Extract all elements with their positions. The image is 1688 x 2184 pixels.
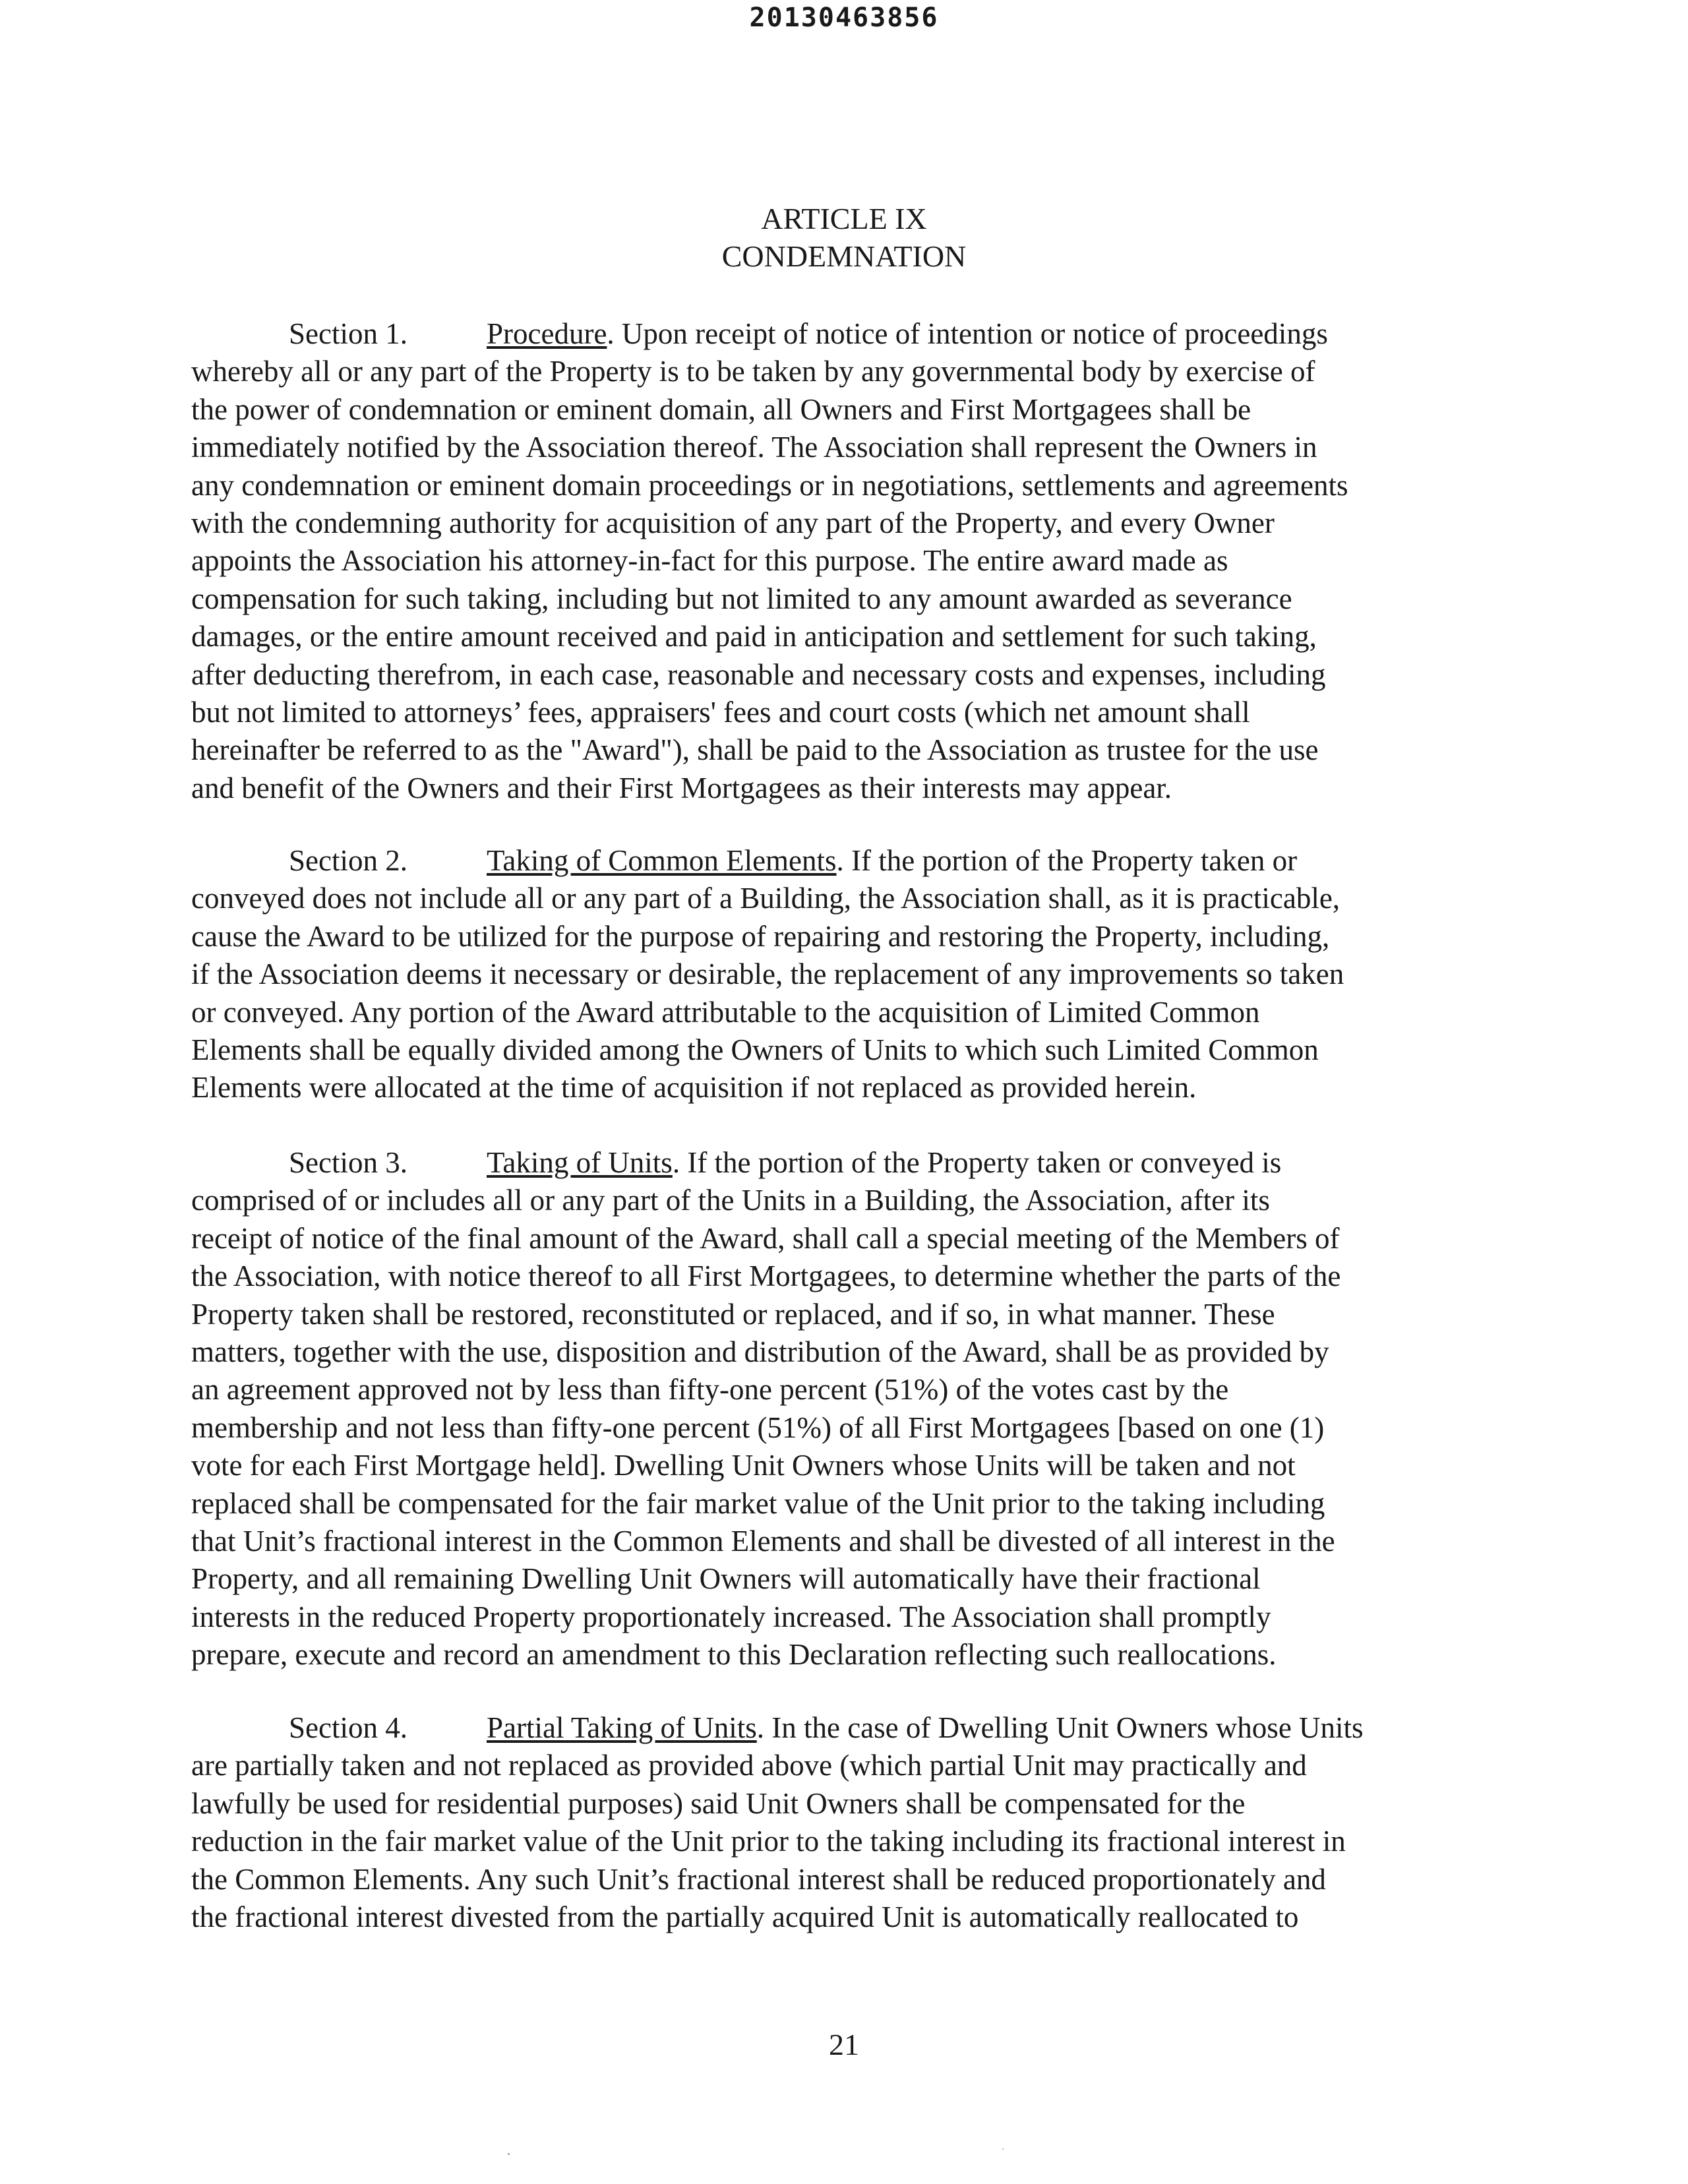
section-3-label: Section 3.: [289, 1146, 407, 1179]
section-1-line: immediately notified by the Association thereof. The Association shall represent the Owners in: [191, 431, 1317, 464]
section-3-line: interests in the reduced Property proportionately increased. The Association shall promptly: [191, 1600, 1271, 1633]
section-1: [191, 315, 1497, 807]
section-4-line: reduction in the fair market value of the Unit prior to the taking including its fractional interest in: [191, 1825, 1346, 1858]
section-3-line: comprised of or includes all or any part of the Units in a Building, the Association, after its: [191, 1184, 1270, 1217]
scan-speck: [1002, 2148, 1004, 2150]
section-4-line: lawfully be used for residential purposes) said Unit Owners shall be compensated for the: [191, 1786, 1246, 1820]
section-1-line: after deducting therefrom, in each case, reasonable and necessary costs and expenses, including: [191, 657, 1326, 691]
section-3-line: Property taken shall be restored, reconstituted or replaced, and if so, in what manner. These: [191, 1297, 1275, 1331]
section-1-line: the power of condemnation or eminent domain, all Owners and First Mortgagees shall be: [191, 392, 1251, 426]
section-1-line: and benefit of the Owners and their First Mortgagees as their interests may appear.: [191, 771, 1172, 804]
section-3-line: the Association, with notice thereof to all First Mortgagees, to determine whether the parts of the: [191, 1259, 1341, 1293]
section-2-line: if the Association deems it necessary or desirable, the replacement of any improvements so taken: [191, 957, 1344, 991]
section-3-line: receipt of notice of the final amount of the Award, shall call a special meeting of the Members of: [191, 1221, 1340, 1255]
section-2-line: conveyed does not include all or any part of a Building, the Association shall, as it is practicable,: [191, 882, 1341, 915]
section-3: [191, 1144, 1497, 1674]
section-2-label: Section 2.: [289, 844, 407, 877]
article-title: ARTICLE IX: [761, 202, 927, 235]
section-3-line: that Unit’s fractional interest in the Common Elements and shall be divested of all interest in the: [191, 1525, 1335, 1558]
section-1-line: hereinafter be referred to as the "Award"), shall be paid to the Association as trustee for the use: [191, 733, 1319, 767]
section-3-line: membership and not less than fifty-one percent (51%) of all First Mortgagees [based on one (1): [191, 1410, 1325, 1444]
section-2-line: Elements were allocated at the time of acquisition if not replaced as provided herein.: [191, 1071, 1197, 1105]
section-2: [191, 842, 1497, 1107]
section-1-label: Section 1.: [289, 317, 407, 350]
section-2-first-line-text: . If the portion of the Property taken or: [836, 844, 1298, 877]
section-1-line: whereby all or any part of the Property is to be taken by any governmental body by exercise of: [191, 355, 1315, 388]
section-1-title: Procedure: [487, 317, 607, 350]
section-3-first-line: [191, 1144, 1497, 1182]
section-3-line: vote for each First Mortgage held]. Dwelling Unit Owners whose Units will be taken and not: [191, 1449, 1296, 1482]
section-1-first-line-text: . Upon receipt of notice of intention or notice of proceedings: [607, 317, 1328, 350]
section-2-line: or conveyed. Any portion of the Award attributable to the acquisition of Limited Common: [191, 995, 1260, 1029]
section-3-line: replaced shall be compensated for the fair market value of the Unit prior to the taking including: [191, 1486, 1325, 1520]
section-3-line: matters, together with the use, disposition and distribution of the Award, shall be as provided by: [191, 1335, 1329, 1369]
section-1-line: but not limited to attorneys’ fees, appraisers' fees and court costs (which net amount shall: [191, 696, 1250, 729]
section-3-title: Taking of Units: [487, 1146, 673, 1179]
section-4-line: the Common Elements. Any such Unit’s fractional interest shall be reduced proportionately and: [191, 1862, 1326, 1896]
article-subtitle: CONDEMNATION: [721, 239, 967, 273]
section-1-line: with the condemning authority for acquisition of any part of the Property, and every Owner: [191, 506, 1275, 540]
section-4-line: are partially taken and not replaced as provided above (which partial Unit may practically and: [191, 1749, 1307, 1782]
section-3-first-line-text: . If the portion of the Property taken or conveyed is: [672, 1146, 1282, 1179]
section-4: [191, 1709, 1497, 1936]
section-1-first-line: [191, 315, 1497, 353]
section-2-line: Elements shall be equally divided among the Owners of Units to which such Limited Common: [191, 1033, 1319, 1067]
section-4-label: Section 4.: [289, 1711, 407, 1744]
section-3-line: prepare, execute and record an amendment to this Declaration reflecting such reallocations.: [191, 1638, 1277, 1672]
section-4-first-line: [191, 1709, 1497, 1747]
section-4-title: Partial Taking of Units: [487, 1711, 757, 1744]
section-1-line: compensation for such taking, including but not limited to any amount awarded as severance: [191, 582, 1292, 615]
section-4-line: the fractional interest divested from the partially acquired Unit is automatically reallocated to: [191, 1900, 1299, 1934]
document-number: 20130463856: [749, 3, 939, 33]
section-4-first-line-text: . In the case of Dwelling Unit Owners whose Units: [756, 1711, 1364, 1744]
page-number: 21: [829, 2028, 859, 2061]
scan-speck: [508, 2153, 510, 2155]
section-3-line: Property, and all remaining Dwelling Unit Owners will automatically have their fractional: [191, 1562, 1261, 1596]
section-1-line: any condemnation or eminent domain proceedings or in negotiations, settlements and agreements: [191, 468, 1348, 502]
section-3-line: an agreement approved not by less than fifty-one percent (51%) of the votes cast by the: [191, 1373, 1229, 1407]
section-2-line: cause the Award to be utilized for the purpose of repairing and restoring the Property, including,: [191, 919, 1330, 953]
section-2-first-line: [191, 842, 1497, 880]
section-2-title: Taking of Common Elements: [487, 844, 837, 877]
section-1-line: appoints the Association his attorney-in-fact for this purpose. The entire award made as: [191, 544, 1228, 578]
section-1-line: damages, or the entire amount received and paid in anticipation and settlement for such taking,: [191, 620, 1317, 653]
